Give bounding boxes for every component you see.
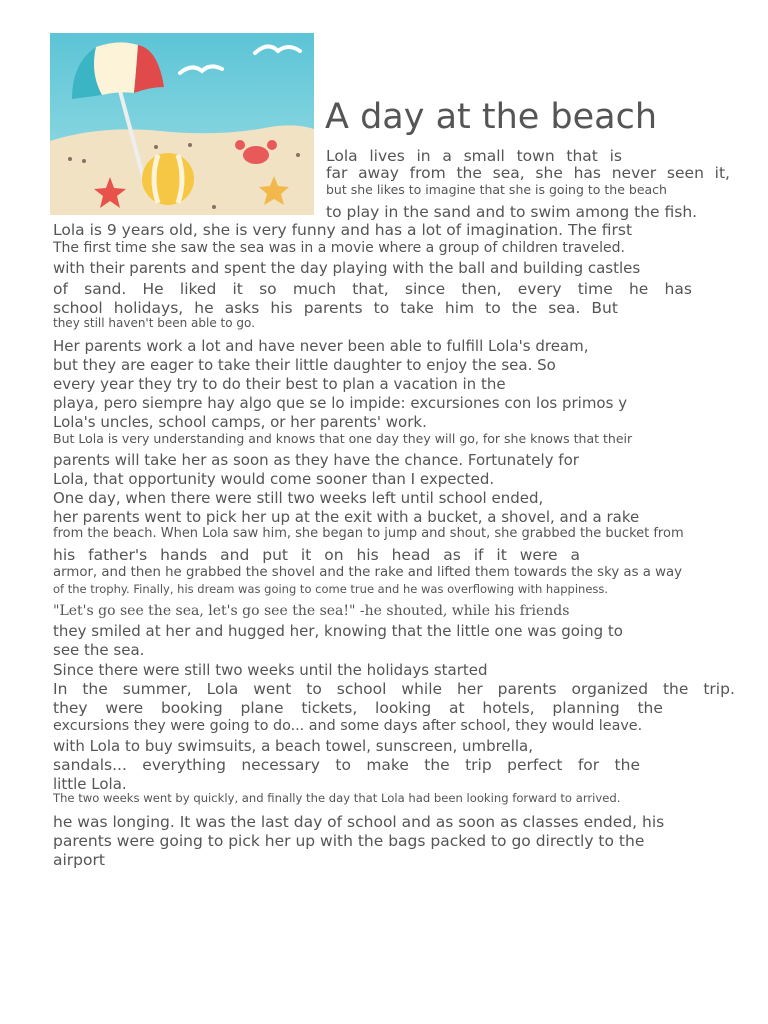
text-line: Lola is 9 years old, she is very funny and has a lot of imagination. The first	[53, 221, 633, 239]
text-line: to play in the sand and to swim among the fish.	[326, 203, 698, 221]
text-line: parents will take her as soon as they have the chance. Fortunately for	[53, 451, 579, 469]
text-line: with their parents and spent the day playing with the ball and building castles	[53, 259, 641, 277]
text-line: her parents went to pick her up at the exit with a bucket, a shovel, and a rake	[53, 508, 640, 526]
text-line: Her parents work a lot and have never been able to fulfill Lola's dream,	[53, 337, 589, 355]
text-line: excursions they were going to do... and some days after school, they would leave.	[53, 718, 643, 734]
text-line: they smiled at her and hugged her, knowing that the little one was going to	[53, 622, 623, 640]
text-line: But Lola is very understanding and knows that one day they will go, for she knows that their	[53, 431, 633, 446]
text-line: In the summer, Lola went to school while her parents organized the trip.	[53, 680, 735, 698]
text-line: of sand. He liked it so much that, since then, every time he has	[53, 280, 692, 298]
text-line: every year they try to do their best to plan a vacation in the	[53, 375, 506, 393]
text-line: Lola lives in a small town that is	[326, 147, 622, 165]
text-line: of the trophy. Finally, his dream was going to come true and he was overflowing with happiness.	[53, 582, 609, 596]
beach-ball	[142, 153, 194, 205]
page-title: A day at the beach	[325, 97, 658, 137]
text-line: little Lola.	[53, 775, 127, 793]
text-line: airport	[53, 851, 105, 869]
text-line: with Lola to buy swimsuits, a beach towel, sunscreen, umbrella,	[53, 737, 533, 755]
text-line: Lola's uncles, school camps, or her parents' work.	[53, 413, 427, 431]
beach-illustration	[50, 33, 314, 215]
text-line: The first time she saw the sea was in a movie where a group of children traveled.	[53, 240, 625, 256]
text-line: "Let's go see the sea, let's go see the sea!" -he shouted, while his friends	[53, 603, 570, 619]
text-line: parents were going to pick her up with the bags packed to go directly to the	[53, 832, 645, 850]
text-line: they were booking plane tickets, looking at hotels, planning the	[53, 699, 663, 717]
text-line: but she likes to imagine that she is going to the beach	[326, 182, 667, 197]
text-line: sandals... everything necessary to make the trip perfect for the	[53, 756, 640, 774]
text-line: playa, pero siempre hay algo que se lo impide: excursiones con los primos y	[53, 394, 628, 412]
text-line: see the sea.	[53, 641, 145, 659]
text-line: but they are eager to take their little daughter to enjoy the sea. So	[53, 356, 556, 374]
text-line: from the beach. When Lola saw him, she began to jump and shout, she grabbed the bucket from	[53, 526, 684, 541]
text-line: school holidays, he asks his parents to take him to the sea. But	[53, 299, 618, 317]
text-line: he was longing. It was the last day of school and as soon as classes ended, his	[53, 813, 665, 831]
umbrella-cream-panel	[94, 42, 138, 95]
text-line: Lola, that opportunity would come sooner than I expected.	[53, 470, 495, 488]
text-line: armor, and then he grabbed the shovel and the rake and lifted them towards the sky as a way	[53, 565, 682, 580]
text-line: his father's hands and put it on his head as if it were a	[53, 546, 580, 564]
text-line: they still haven't been able to go.	[53, 316, 255, 330]
text-line: Since there were still two weeks until the holidays started	[53, 661, 488, 679]
text-line: One day, when there were still two weeks left until school ended,	[53, 489, 544, 507]
text-line: far away from the sea, she has never seen it,	[326, 164, 730, 182]
text-line: The two weeks went by quickly, and finally the day that Lola had been looking forward to arrived.	[53, 791, 621, 805]
